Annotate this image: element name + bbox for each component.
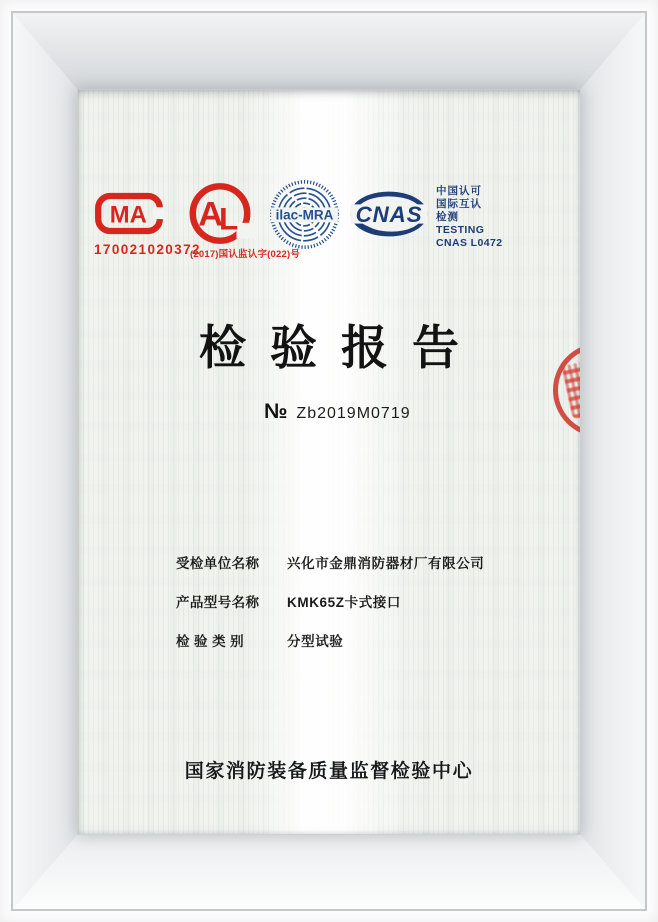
ilac-mra-logo-icon bbox=[268, 179, 341, 250]
accreditation-line: 中国认可 bbox=[436, 185, 482, 197]
report-fields bbox=[176, 552, 484, 669]
accreditation-text-block bbox=[436, 185, 502, 250]
field-label: 受检单位名称 bbox=[176, 556, 260, 571]
cma-certificate-reference: (2017)国认监认字(022)号 bbox=[190, 249, 301, 260]
field-label: 检 验 类 别 bbox=[176, 634, 245, 649]
svg-text:A: A bbox=[198, 195, 224, 234]
cnas-logo-icon bbox=[349, 190, 429, 238]
svg-text:MA: MA bbox=[109, 201, 147, 229]
accreditation-line: 检测 bbox=[436, 211, 459, 223]
svg-text:CNAS: CNAS bbox=[355, 202, 423, 227]
accreditation-line: TESTING bbox=[436, 224, 485, 236]
report-number: Zb2019M0719 bbox=[296, 405, 411, 422]
inspection-report-page bbox=[78, 90, 580, 834]
field-value: 兴化市金鼎消防器材厂有限公司 bbox=[287, 556, 485, 571]
field-row-inspected-unit bbox=[176, 552, 484, 572]
svg-text:L: L bbox=[218, 200, 239, 237]
svg-text:ilac-MRA: ilac-MRA bbox=[275, 207, 334, 223]
field-row-inspection-type bbox=[176, 630, 484, 650]
picture-frame bbox=[13, 13, 645, 909]
issuing-center-name: 国家消防装备质量监督检验中心 bbox=[184, 761, 474, 782]
cma-certificate-number: 170021020372 bbox=[94, 242, 201, 257]
report-title: 检验报告 bbox=[199, 321, 483, 374]
field-label: 产品型号名称 bbox=[176, 595, 260, 610]
accreditation-line: 国际互认 bbox=[436, 198, 482, 210]
report-number-line bbox=[264, 400, 411, 424]
field-value: KMK65Z卡式接口 bbox=[287, 595, 402, 610]
red-seal-characters bbox=[562, 361, 580, 419]
numero-sign: № bbox=[264, 400, 288, 423]
cma-logo-icon bbox=[94, 190, 164, 237]
field-row-product-model bbox=[176, 591, 484, 611]
field-value: 分型试验 bbox=[287, 634, 344, 649]
accreditation-line: CNAS L0472 bbox=[436, 237, 503, 249]
cal-logo-icon bbox=[184, 182, 256, 245]
